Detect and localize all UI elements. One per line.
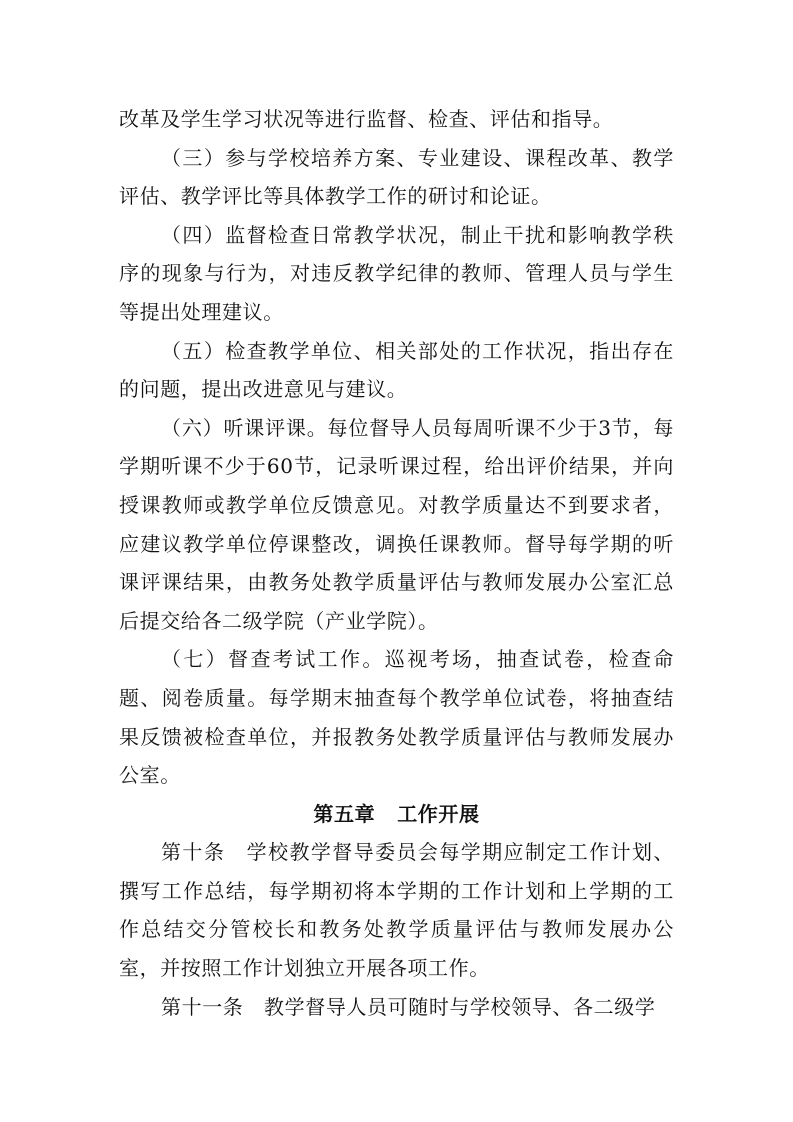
article-10 (119, 833, 674, 987)
paragraph-item-7: （七）督查考试工作。巡视考场，抽查试卷，检查命题、阅卷质量。每学期末抽查每个教学单位试卷，将抽查结果反馈被检查单位，并报教务处教学质量评估与教师发展办公室。 (119, 647, 674, 788)
paragraph-item-6: （六）听课评课。每位督导人员每周听课不少于3节，每学期听课不少于60节，记录听课过程，给出评价结果，并向授课教师或教学单位反馈意见。对教学质量达不到要求者，应建议教学单位停课整改，调换任课教师。督导每学期的听课评课结果，由教务处教学质量评估与教师发展办公室汇总后提交给各二级学院（产业学院）。 (119, 415, 674, 633)
paragraph-item-5: （五）检查教学单位、相关部处的工作状况，指出存在的问题，提出改进意见与建议。 (119, 338, 674, 402)
paragraph-continuation: 改革及学生学习状况等进行监督、检查、评估和指导。 (119, 107, 614, 131)
chapter-title: 工作开展 (397, 801, 480, 826)
chapter-number: 第五章 (313, 801, 376, 826)
paragraph-item-4: （四）监督检查日常教学状况，制止干扰和影响教学秩序的现象与行为，对违反教学纪律的教师、管理人员与学生等提出处理建议。 (119, 222, 674, 324)
chapter-heading (119, 795, 674, 834)
article-10-text: 学校教学督导委员会每学期应制定工作计划、撰写工作总结，每学期初将本学期的工作计划和上学期的工作总结交分管校长和教务处教学质量评估与教师发展办公室，并按照工作计划独立开展各项工作。 (119, 840, 675, 981)
document-page (119, 100, 674, 1026)
article-11-text: 教学督导人员可随时与学校领导、各二级学 (264, 994, 656, 1019)
paragraph-item-3: （三）参与学校培养方案、专业建设、课程改革、教学评估、教学评比等具体教学工作的研讨和论证。 (119, 145, 674, 209)
article-10-label: 第十条 (161, 840, 226, 865)
article-11-label: 第十一条 (161, 994, 244, 1019)
article-11 (119, 988, 674, 1027)
